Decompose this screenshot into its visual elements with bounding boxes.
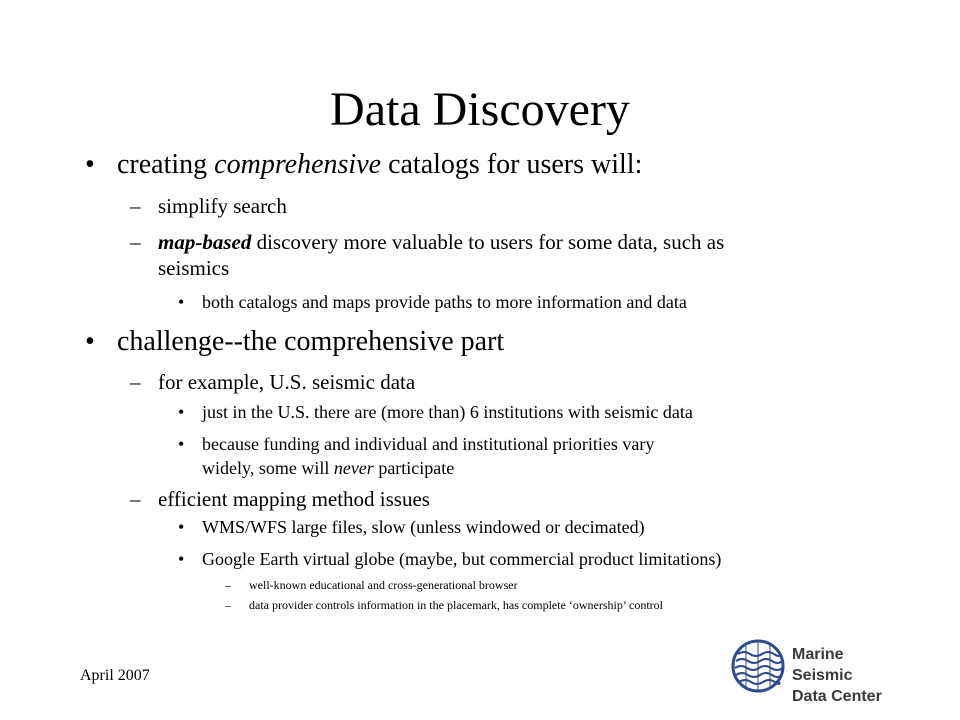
sub-item-text: simplify search: [158, 194, 287, 218]
sub-sub-item-text: just in the U.S. there are (more than) 6 institutions with seismic data: [202, 402, 693, 422]
bullet-text: challenge--the comprehensive part: [117, 326, 505, 357]
bullet-text: creating comprehensive catalogs for users will:: [117, 149, 643, 180]
bullet-marker: •: [85, 149, 95, 180]
emphasis-text: never: [333, 458, 374, 478]
dash-marker: –: [130, 487, 141, 511]
dash-marker: –: [225, 578, 231, 592]
sub-sub-item-text: both catalogs and maps provide paths to more information and data: [202, 292, 687, 312]
dash-marker: –: [130, 194, 141, 218]
logo: [730, 636, 906, 705]
bullet-marker: •: [178, 434, 185, 454]
sub-item-text: map-based discovery more valuable to users for some data, such as: [158, 230, 725, 254]
footer-date: April 2007: [80, 667, 150, 684]
slide-title: Data Discovery: [330, 83, 630, 136]
detail-item-text: well-known educational and cross-generational browser: [249, 578, 518, 592]
dash-marker: –: [225, 598, 231, 612]
sub-sub-item-text: because funding and individual and institutional priorities vary: [202, 434, 655, 454]
emphasis-text: map-based: [158, 230, 252, 254]
sub-item-text: for example, U.S. seismic data: [158, 370, 416, 394]
emphasis-text: comprehensive: [214, 149, 382, 180]
dash-marker: –: [130, 230, 141, 254]
detail-item-text: data provider controls information in the placemark, has complete ‘ownership’ control: [249, 598, 663, 612]
dash-marker: –: [130, 370, 141, 394]
bullet-marker: •: [85, 326, 95, 357]
bullet-marker: •: [178, 292, 185, 312]
sub-sub-item-text-continued: widely, some will never participate: [202, 458, 455, 478]
sub-sub-item-text: Google Earth virtual globe (maybe, but commercial product limitations): [202, 549, 722, 569]
sub-sub-item-text: WMS/WFS large files, slow (unless windowed or decimated): [202, 517, 645, 537]
sub-item-text: efficient mapping method issues: [158, 487, 430, 511]
sub-item-text-continued: seismics: [158, 256, 230, 280]
logo-icon: [730, 636, 786, 696]
bullet-marker: •: [178, 549, 185, 569]
bullet-marker: •: [178, 517, 185, 537]
logo-text: Marine Seismic Data Center: [792, 646, 882, 705]
bullet-marker: •: [178, 402, 185, 422]
